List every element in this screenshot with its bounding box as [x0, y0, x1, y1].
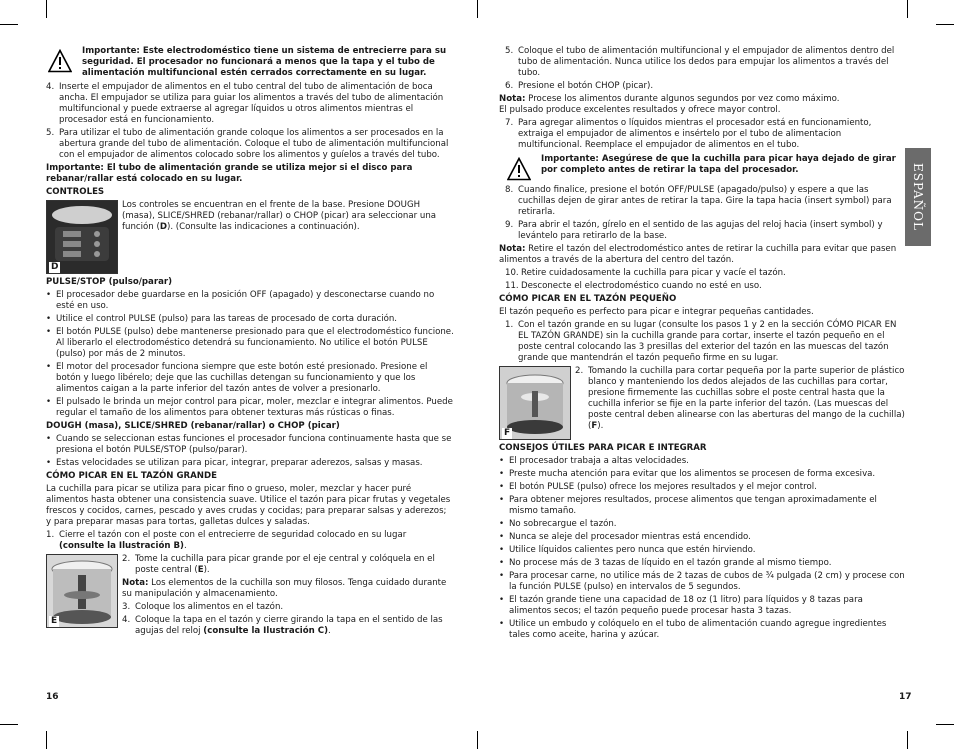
page-number: 17	[899, 692, 912, 702]
controls-figure-row	[46, 200, 454, 274]
bullet-item: • El motor del procesador funciona siempre que este botón esté presionado. Presione el botón y luego libérelo; deje que las cuchillas detengan su funcionamiento y que los alimentos caigan a la parte inferior del tazón antes de volver a presionarlo.	[46, 362, 454, 395]
page-right	[477, 0, 954, 749]
warning-block	[46, 46, 454, 79]
bullet-item: • El botón PULSE (pulso) ofrece los mejores resultados y el mejor control.	[499, 482, 907, 493]
warning-text: Importante: Este electrodoméstico tiene un sistema de entrecierre para su seguridad. El procesador no funcionará a menos que la tapa y el tubo de alimentación multifuncional estén cerrados correctamente en su lugar.	[82, 46, 447, 78]
crop-mark	[936, 24, 954, 25]
list-item: 5. Coloque el tubo de alimentación multifuncional y el empujador de alimentos dentro del tubo de alimentación. Nunca utilice los dedos para empujar los alimentos a través del tubo.	[505, 46, 895, 78]
bullet-item: • El botón PULSE (pulso) debe mantenerse presionado para que el electrodoméstico funcione. Al liberarlo el electrodoméstico detendrá su funcionamiento. No utilice el botón PULSE (pulso) por más de 2 minutos.	[46, 327, 454, 360]
crop-mark	[477, 0, 478, 18]
bullet-item: • Cuando se seleccionan estas funciones el procesador funciona continuamente hasta que se presiona el botón PULSE/STOP (pulso/parar).	[46, 434, 454, 456]
list-item: 1. Cierre el tazón con el poste con el entrecierre de seguridad colocado en su lugar (consulte la Ilustración B).	[46, 530, 407, 551]
list-item: 10. Retire cuidadosamente la cuchilla para picar y vacíe el tazón.	[505, 268, 786, 278]
illustration-d	[46, 200, 118, 274]
paragraph: El tazón pequeño es perfecto para picar e integrar pequeñas cantidades.	[499, 307, 814, 317]
crop-mark	[907, 731, 908, 749]
list-item: 8. Cuando finalice, presione el botón OFF/PULSE (apagado/pulso) y espere a que las cuchillas dejen de girar antes de retirar la tapa. Gire la tapa hacia (insert symbol) para retirarla.	[505, 185, 892, 217]
bullet-item: • Nunca se aleje del procesador mientras está encendido.	[499, 532, 907, 543]
list-item: 7. Para agregar alimentos o líquidos mientras el procesador está en funcionamiento, extraiga el empujador de alimentos e insértelo por el tubo de alimentacion multifuncional. Reemplace el empujador de alimentos en el tubo.	[505, 118, 872, 150]
bullet-item: • Preste mucha atención para evitar que los alimentos se procesen de forma excesiva.	[499, 469, 907, 480]
list-item: 1. Con el tazón grande en su lugar (consulte los pasos 1 y 2 en la sección CÓMO PICAR EN EL TAZÓN GRANDE) sin la cuchilla grande para cortar, inserte el tazón pequeño en el poste central colocando las 3 presillas del exterior del tazón en las muescas del tazón grande que mantendrán el tazón pequeño firme en su lugar.	[505, 320, 897, 363]
language-tab: ESPAÑOL	[905, 148, 931, 246]
list-item: 2. Tomando la cuchilla para cortar pequeña por la parte superior de plástico blanco y manteniendo los dedos alejados de las cuchillas para cortar, presione firmemente las cuchillas sobre el poste central hasta que la cuchilla inferior se fije en la parte inferior del tazón. (Las muescas del poste central deben alinearse con las aberturas del mango de la cuchilla) (F).	[575, 366, 905, 431]
list-item: 3. Coloque los alimentos en el tazón.	[122, 602, 284, 612]
list-item: 4. Coloque la tapa en el tazón y cierre girando la tapa en el sentido de las agujas del reloj (consulte la Ilustración C).	[122, 615, 443, 636]
bullet-item: • No procese más de 3 tazas de líquido en el tazón grande al mismo tiempo.	[499, 558, 907, 569]
list-item: 5. Para utilizar el tubo de alimentación grande coloque los alimentos a ser procesados en la abertura grande del tubo de alimentación. Coloque el tubo de alimentación multifuncional con el empujador de alimentos colocado sobre los alimentos y guíelos a través del tubo.	[46, 128, 449, 160]
bullet-item: • Para procesar carne, no utilice más de 2 tazas de cubos de ¾ pulgada (2 cm) y procese con la función PULSE (pulso) en intervalos de 5 segundos.	[499, 571, 907, 593]
crop-mark	[907, 0, 908, 18]
bullet-item: • Estas velocidades se utilizan para picar, integrar, preparar aderezos, salsas y masas.	[46, 458, 454, 469]
section-heading: CÓMO PICAR EN EL TAZÓN PEQUEÑO	[499, 294, 677, 304]
bullet-item: • El procesador trabaja a altas velocidades.	[499, 456, 907, 467]
note: Nota: Procese los alimentos durante algunos segundos por vez como máximo. El pulsado produce excelentes resultados y ofrece mayor control.	[499, 94, 840, 115]
crop-mark	[477, 731, 478, 749]
bullet-item: • Utilice líquidos calientes pero nunca que estén hirviendo.	[499, 545, 907, 556]
note: Nota: Los elementos de la cuchilla son muy filosos. Tenga cuidado durante su manipulación y almacenamiento.	[122, 578, 447, 599]
paragraph: La cuchilla para picar se utiliza para picar fino o grueso, moler, mezclar y hacer puré alimentos hasta obtener una consistencia suave. Utilice el tazón para picar frutas y vegetales frescos y cocidos, carnes, pescado y aves crudas y cocidas; para preparar salsas y aderezos; y para preparar masas para tortas, galletas dulces y saladas.	[46, 484, 451, 527]
small-blade-step	[575, 366, 907, 434]
illustration-f	[499, 366, 571, 440]
section-heading: CÓMO PICAR EN EL TAZÓN GRANDE	[46, 471, 218, 481]
controls-text: Los controles se encuentran en el frente de la base. Presione DOUGH (masa), SLICE/SHRED (rebanar/rallar) o CHOP (picar) ara seleccionar una función (D). (Consulte las indicaciones a continuación).	[122, 200, 437, 232]
warning-text: Importante: Asegúrese de que la cuchilla para picar haya dejado de girar por completo antes de retirar la tapa del procesador.	[541, 154, 896, 175]
figure-label: E	[51, 616, 58, 626]
section-heading: PULSE/STOP (pulso/parar)	[46, 277, 173, 287]
warning-block	[505, 154, 907, 181]
bullet-item: • El tazón grande tiene una capacidad de 18 oz (1 litro) para líquidos y 8 tazas para alimentos secos; el tazón pequeño puede procesar hasta 3 tazas.	[499, 595, 907, 617]
bullet-item: • El pulsado le brinda un mejor control para picar, moler, mezclar e integrar alimentos. Puede regular el tamaño de los alimentos para obtener texturas más rústicas o finas.	[46, 397, 454, 419]
section-heading: CONTROLES	[46, 187, 105, 197]
bullet-item: • Utilice un embudo y colóquelo en el tubo de alimentación cuando agregue ingredientes tales como aceite, harina y azúcar.	[499, 619, 907, 641]
crop-mark	[0, 724, 18, 725]
list-item: 6. Presione el botón CHOP (picar).	[505, 81, 654, 91]
figure-label: D	[51, 262, 59, 272]
bullet-item: • Para obtener mejores resultados, procese alimentos que tengan aproximadamente el mismo tamaño.	[499, 495, 907, 517]
figure-label: F	[504, 428, 511, 438]
list-item: 11. Desconecte el electrodoméstico cuando no esté en uso.	[505, 281, 762, 291]
illustration-e	[46, 554, 118, 628]
section-heading: DOUGH (masa), SLICE/SHRED (rebanar/rallar) o CHOP (picar)	[46, 421, 340, 431]
blade-steps	[122, 554, 454, 639]
warning-icon	[48, 49, 72, 73]
page-number: 16	[46, 692, 59, 702]
bullet-item: • No sobrecargue el tazón.	[499, 519, 907, 530]
list-item: 2. Tome la cuchilla para picar grande por el eje central y colóquela en el poste central (E).	[122, 554, 435, 575]
bullet-item: • El procesador debe guardarse en la posición OFF (apagado) y desconectarse cuando no esté en uso.	[46, 290, 454, 312]
blade-figure-row	[46, 554, 454, 639]
right-column	[499, 46, 907, 643]
list-item: 4. Inserte el empujador de alimentos en el tubo central del tubo de alimentación de boca ancha. El empujador se utiliza para guiar los alimentos a través del tubo de alimentación multifuncional y puede extraerse al agregar líquidos u otros alimentos mientras el procesador está en funcionamiento.	[46, 82, 444, 125]
crop-mark	[0, 24, 18, 25]
crop-mark	[936, 724, 954, 725]
bullet-item: • Utilice el control PULSE (pulso) para las tareas de procesado de corta duración.	[46, 314, 454, 325]
crop-mark	[46, 0, 47, 18]
small-blade-figure-row	[499, 366, 907, 440]
important-note: Importante: El tubo de alimentación grande se utiliza mejor si el disco para rebanar/rallar está colocado en su lugar.	[46, 163, 413, 184]
crop-mark	[46, 731, 47, 749]
list-item: 9. Para abrir el tazón, gírelo en el sentido de las agujas del reloj hacia (insert symbol) y levántelo para retirarlo de la base.	[505, 220, 883, 241]
note: Nota: Retire el tazón del electrodoméstico antes de retirar la cuchilla para evitar que pasen alimentos a través de la abertura del centro del tazón.	[499, 244, 897, 265]
left-column	[46, 46, 454, 642]
section-heading: CONSEJOS ÚTILES PARA PICAR E INTEGRAR	[499, 443, 707, 453]
warning-icon	[507, 157, 531, 181]
